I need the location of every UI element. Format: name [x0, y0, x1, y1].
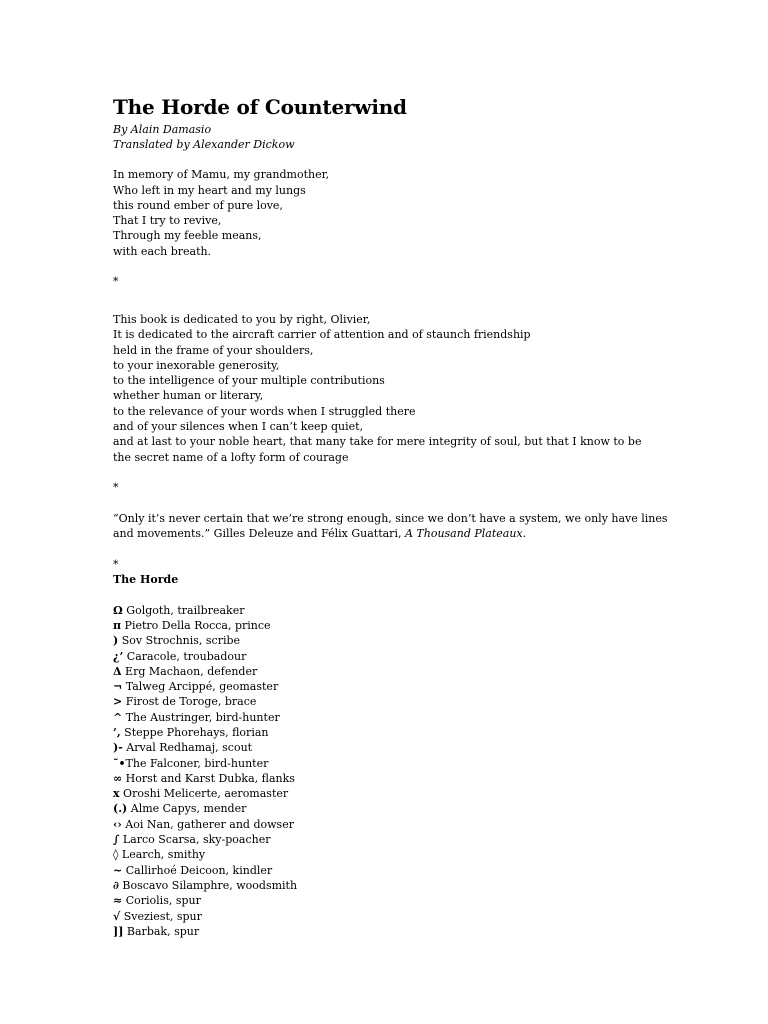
dedication-line: to your inexorable generosity,	[113, 358, 280, 372]
horde-member	[113, 863, 668, 878]
member-name: Coriolis, spur	[122, 894, 201, 908]
member-name: Sov Strochnis, scribe	[118, 634, 241, 648]
member-name: Golgoth, trailbreaker	[122, 603, 245, 617]
horde-member	[113, 679, 668, 694]
dedication-line: It is dedicated to the aircraft carrier of attention and of staunch friendship	[113, 328, 531, 342]
dedication-line: held in the frame of your shoulders,	[113, 343, 314, 357]
dedication-line: Through my feeble means,	[113, 229, 262, 243]
member-name: Steppe Phorehays, florian	[120, 725, 269, 739]
dedication-line: That I try to revive,	[113, 214, 222, 228]
member-name: Learch, smithy	[118, 848, 206, 862]
member-name: Horst and Karst Dubka, flanks	[122, 771, 295, 785]
member-glyph: ∞	[113, 771, 123, 785]
epigraph-text: and movements.” Gilles Deleuze and Félix Guattari,	[113, 527, 405, 541]
document-title: The Horde of Counterwind	[113, 95, 407, 119]
dedication-line: This book is dedicated to you by right, Olivier,	[113, 312, 371, 326]
member-name: Alme Capys, mender	[127, 802, 247, 816]
dedication-line: the secret name of a lofty form of courage	[113, 450, 349, 464]
horde-member	[113, 603, 668, 618]
epigraph-end: .	[522, 527, 527, 541]
member-glyph: >	[113, 695, 123, 709]
horde-member	[113, 725, 668, 740]
member-glyph: ’,	[113, 725, 121, 739]
member-glyph: ]]	[113, 924, 124, 938]
dedication-line: to the relevance of your words when I struggled there	[113, 404, 416, 418]
member-name: Larco Scarsa, sky-poacher	[119, 833, 271, 847]
member-name: Sveziest, spur	[120, 909, 202, 923]
horde-member	[113, 847, 668, 862]
member-name: Arval Redhamaj, scout	[122, 741, 253, 755]
member-name: Erg Machaon, defender	[121, 664, 258, 678]
horde-member	[113, 878, 668, 893]
dedication-line: and at last to your noble heart, that many take for mere integrity of soul, but that I know to be	[113, 435, 642, 449]
separator-asterisk: *	[113, 481, 119, 495]
member-glyph: Δ	[113, 664, 122, 678]
member-glyph: ¬	[113, 680, 123, 694]
horde-member	[113, 740, 668, 755]
dedication-olivier	[113, 312, 668, 465]
member-glyph: ≈	[113, 894, 123, 908]
author-line: By Alain Damasio	[113, 123, 212, 136]
horde-member	[113, 909, 668, 924]
member-glyph: x	[113, 787, 120, 801]
horde-member	[113, 786, 668, 801]
horde-heading: The Horde	[113, 573, 179, 587]
member-glyph: ∂	[113, 878, 119, 892]
horde-member	[113, 664, 668, 679]
member-glyph: Ω	[113, 603, 123, 617]
member-name: Talweg Arcippé, geomaster	[122, 680, 279, 694]
member-glyph: ‹›	[113, 817, 122, 831]
epigraph-line: “Only it’s never certain that we’re strong enough, since we don’t have a system, we only have lines	[113, 511, 668, 525]
member-glyph: ˜•	[113, 756, 126, 770]
member-glyph: )-	[113, 741, 123, 755]
member-glyph: ^	[113, 710, 123, 724]
dedication-line: whether human or literary,	[113, 389, 264, 403]
member-glyph: √	[113, 909, 121, 923]
epigraph-book-title: A Thousand Plateaux	[404, 527, 523, 541]
dedication-line: this round ember of pure love,	[113, 198, 283, 212]
dedication-mamu	[113, 167, 668, 259]
member-name: Aoi Nan, gatherer and dowser	[121, 817, 294, 831]
horde-member	[113, 893, 668, 908]
member-name: Callirhoé Deicoon, kindler	[122, 863, 273, 877]
dedication-line: Who left in my heart and my lungs	[113, 183, 306, 197]
horde-member	[113, 710, 668, 725]
member-glyph: ∫	[113, 833, 120, 847]
separator-asterisk: *	[113, 557, 119, 571]
member-name: Pietro Della Rocca, prince	[121, 618, 271, 632]
dedication-line: to the intelligence of your multiple contributions	[113, 374, 385, 388]
member-glyph: ◊	[113, 848, 119, 862]
member-name: Boscavo Silamphre, woodsmith	[118, 878, 298, 892]
horde-member	[113, 633, 668, 648]
member-glyph: ~	[113, 863, 123, 877]
horde-member	[113, 649, 668, 664]
horde-member	[113, 618, 668, 633]
member-glyph: ¿’	[113, 649, 124, 663]
horde-member	[113, 756, 668, 771]
member-glyph: )	[113, 634, 119, 648]
member-name: Caracole, troubadour	[123, 649, 247, 663]
dedication-line: and of your silences when I can’t keep quiet,	[113, 420, 364, 434]
member-name: Barbak, spur	[123, 924, 200, 938]
horde-list	[113, 603, 668, 940]
member-name: The Austringer, bird-hunter	[122, 710, 280, 724]
horde-member	[113, 694, 668, 709]
member-name: Firost de Toroge, brace	[122, 695, 257, 709]
horde-member	[113, 817, 668, 832]
dedication-line: In memory of Mamu, my grandmother,	[113, 168, 330, 182]
dedication-line: with each breath.	[113, 244, 212, 258]
horde-member	[113, 801, 668, 816]
epigraph	[113, 511, 668, 542]
epigraph-line	[113, 526, 668, 541]
horde-member	[113, 924, 668, 939]
horde-member	[113, 771, 668, 786]
horde-member	[113, 832, 668, 847]
member-name: Oroshi Melicerte, aeromaster	[119, 787, 289, 801]
member-glyph: (.)	[113, 802, 128, 816]
separator-asterisk: *	[113, 275, 119, 289]
translator-line: Translated by Alexander Dickow	[113, 138, 295, 151]
member-name: The Falconer, bird-hunter	[125, 756, 269, 770]
member-glyph: π	[113, 618, 122, 632]
